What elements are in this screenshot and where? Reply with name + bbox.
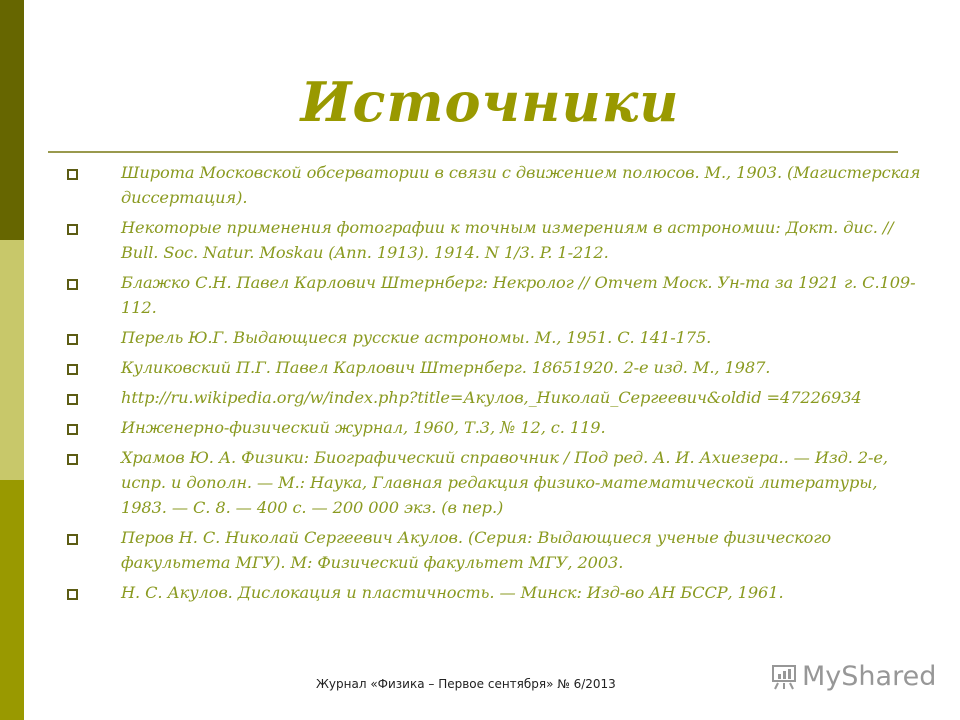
slide-footer: Журнал «Физика – Первое сентября» № 6/2013 [316, 677, 616, 691]
slide-title: Источники [300, 70, 680, 134]
source-text: Инженерно-физический журнал, 1960, Т.3, № 12, с. 119. [121, 418, 606, 437]
list-item [62, 355, 922, 380]
source-text: Некоторые применения фотографии к точным измерениям в астрономии: Докт. дис. // Bull. Soc. Natur. Moskau (Ann. 1913). 1914. N 1/3. P. 1-212. [121, 218, 894, 262]
side-stripe-light [0, 240, 24, 480]
square-bullet-icon [67, 224, 78, 235]
source-link[interactable]: http://ru.wikipedia.org/w/index.php?title=Акулов,_Николай_Сергеевич&oldid =47226934 [121, 388, 862, 407]
list-item [62, 445, 922, 520]
square-bullet-icon [67, 279, 78, 290]
source-text: Перель Ю.Г. Выдающиеся русские астрономы. М., 1951. С. 141-175. [121, 328, 712, 347]
list-item [62, 385, 922, 410]
square-bullet-icon [67, 454, 78, 465]
square-bullet-icon [67, 169, 78, 180]
sources-list [62, 160, 922, 610]
list-item [62, 525, 922, 575]
list-item [62, 325, 922, 350]
square-bullet-icon [67, 364, 78, 375]
source-text: Блажко С.Н. Павел Карлович Штернберг: Некролог // Отчет Моск. Ун-та за 1921 г. С.109-112. [121, 273, 916, 317]
square-bullet-icon [67, 534, 78, 545]
list-item [62, 415, 922, 440]
square-bullet-icon [67, 334, 78, 345]
watermark [772, 661, 936, 692]
square-bullet-icon [67, 394, 78, 405]
title-divider [48, 151, 898, 153]
source-text: Храмов Ю. А. Физики: Биографический справочник / Под ред. А. И. Ахиезера.. — Изд. 2-е, испр. и дополн. — М.: Наука, Главная редакция физико-математической литературы, 1983. — С. 8. — 400 с. — 200 000 экз. (в пер.) [121, 448, 888, 517]
list-item [62, 215, 922, 265]
source-text: Перов Н. С. Николай Сергеевич Акулов. (Серия: Выдающиеся ученые физического факультета МГУ). М: Физический факультет МГУ, 2003. [121, 528, 832, 572]
side-stripe-mid [0, 480, 24, 720]
square-bullet-icon [67, 589, 78, 600]
square-bullet-icon [67, 424, 78, 435]
watermark-text: MyShared [802, 661, 937, 692]
list-item [62, 160, 922, 210]
list-item [62, 580, 922, 605]
list-item [62, 270, 922, 320]
source-text: Широта Московской обсерватории в связи с движением полюсов. М., 1903. (Магистерская диссертация). [121, 163, 921, 207]
presentation-chart-icon [772, 664, 796, 690]
source-text: Куликовский П.Г. Павел Карлович Штернберг. 18651920. 2-е изд. М., 1987. [121, 358, 771, 377]
source-text: Н. С. Акулов. Дислокация и пластичность. — Минск: Изд-во АН БССР, 1961. [121, 583, 784, 602]
